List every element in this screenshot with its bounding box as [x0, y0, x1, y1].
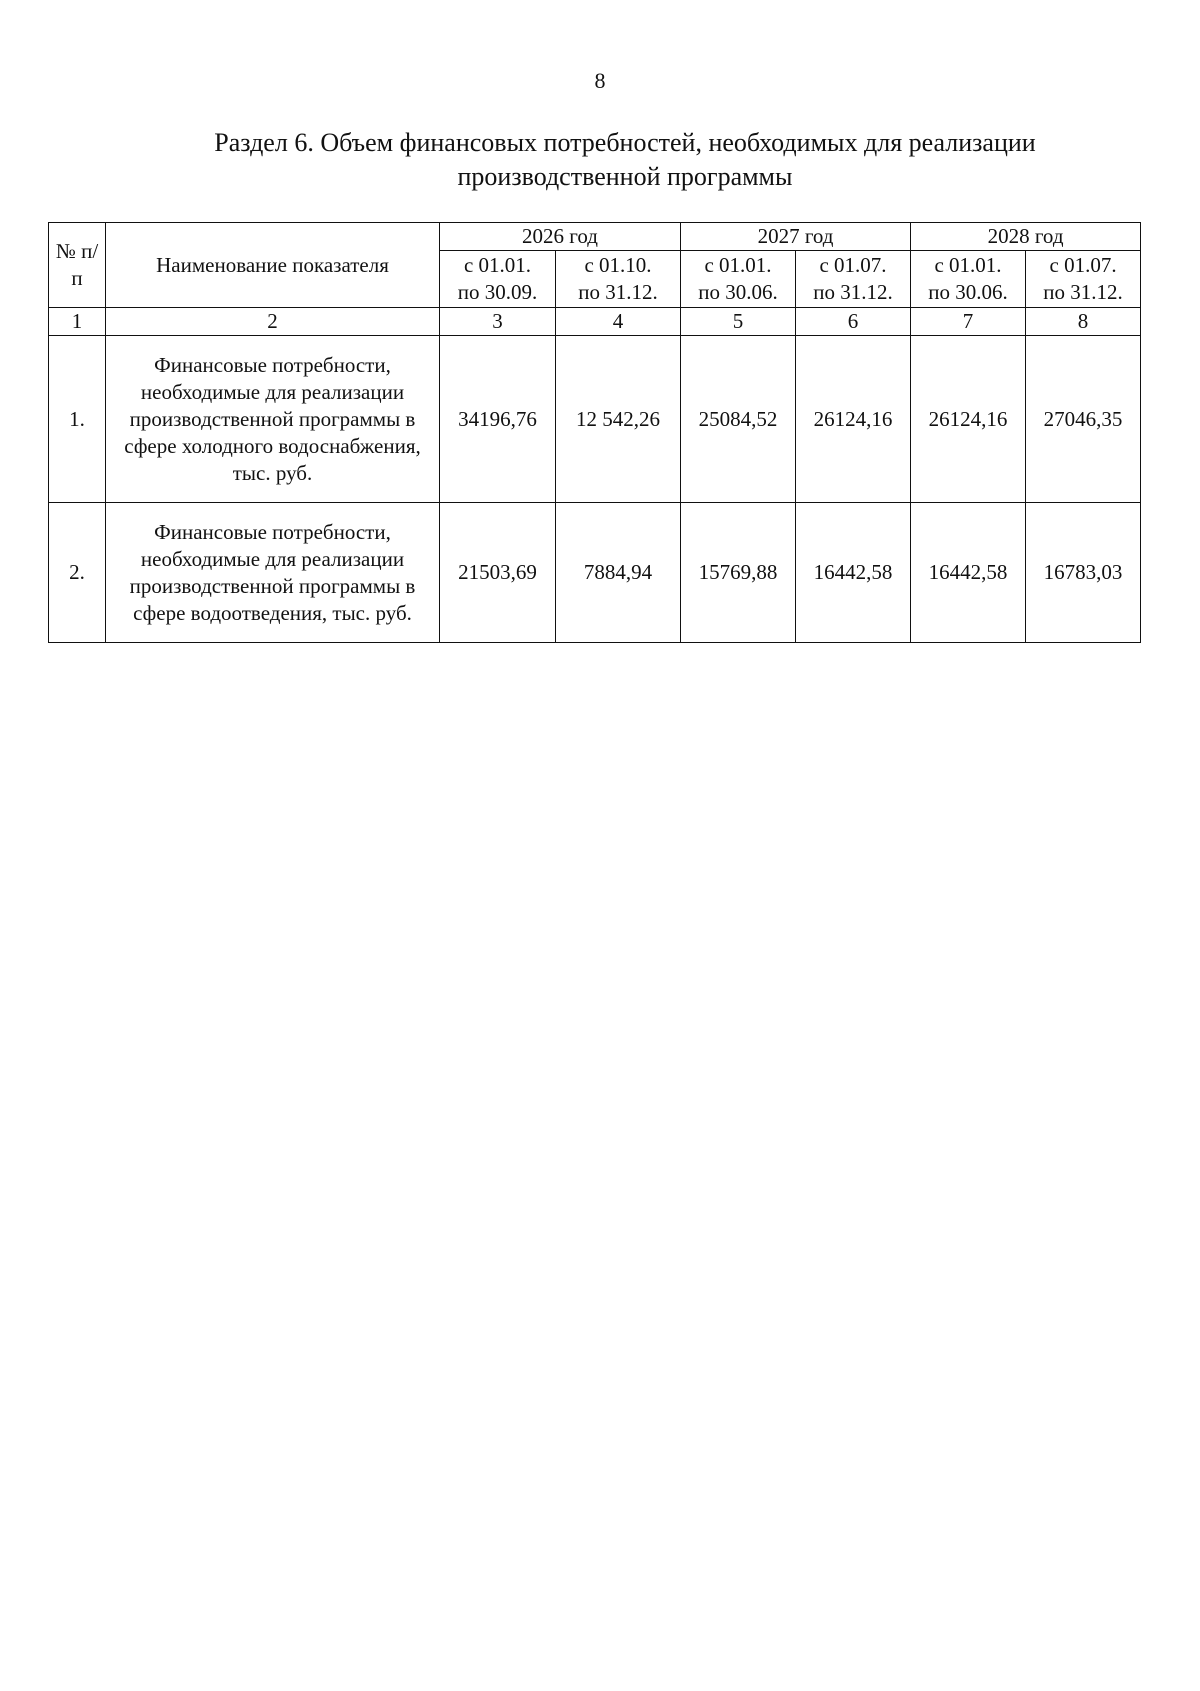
value-cell: 16783,03	[1026, 503, 1141, 643]
header-year-2028: 2028 год	[911, 223, 1141, 251]
section-title	[0, 126, 1200, 194]
column-number: 7	[911, 308, 1026, 336]
column-number: 3	[440, 308, 556, 336]
value-cell: 12 542,26	[556, 336, 681, 503]
row-number: 1.	[49, 336, 106, 503]
table-row	[49, 336, 1141, 503]
column-number: 6	[796, 308, 911, 336]
column-number: 5	[681, 308, 796, 336]
column-numbers-row	[49, 308, 1141, 336]
value-cell: 27046,35	[1026, 336, 1141, 503]
value-cell: 25084,52	[681, 336, 796, 503]
indicator-name: Финансовые потребности, необходимые для реализации производственной программы в сфере холодного водоснабжения, тыс. руб.	[106, 336, 440, 503]
header-period: с 01.01. по 30.06.	[681, 251, 796, 308]
indicator-name: Финансовые потребности, необходимые для реализации производственной программы в сфере водоотведения, тыс. руб.	[106, 503, 440, 643]
header-name: Наименование показателя	[106, 223, 440, 308]
financial-needs-table	[48, 222, 1141, 643]
header-period: с 01.07. по 31.12.	[796, 251, 911, 308]
page-number: 8	[594, 68, 606, 93]
header-period: с 01.07. по 31.12.	[1026, 251, 1141, 308]
value-cell: 26124,16	[911, 336, 1026, 503]
column-number: 2	[106, 308, 440, 336]
value-cell: 15769,88	[681, 503, 796, 643]
header-year-2026: 2026 год	[440, 223, 681, 251]
header-period: с 01.10. по 31.12.	[556, 251, 681, 308]
value-cell: 16442,58	[911, 503, 1026, 643]
header-period: с 01.01. по 30.09.	[440, 251, 556, 308]
header-year-2027: 2027 год	[681, 223, 911, 251]
section-title-line-2: производственной программы	[457, 162, 793, 191]
header-no: № п/п	[49, 223, 106, 308]
row-number: 2.	[49, 503, 106, 643]
column-number: 4	[556, 308, 681, 336]
value-cell: 16442,58	[796, 503, 911, 643]
table-row	[49, 503, 1141, 643]
section-title-line-1: Раздел 6. Объем финансовых потребностей, необходимых для реализации	[214, 128, 1036, 157]
value-cell: 7884,94	[556, 503, 681, 643]
column-number: 1	[49, 308, 106, 336]
column-number: 8	[1026, 308, 1141, 336]
header-period: с 01.01. по 30.06.	[911, 251, 1026, 308]
value-cell: 34196,76	[440, 336, 556, 503]
value-cell: 26124,16	[796, 336, 911, 503]
value-cell: 21503,69	[440, 503, 556, 643]
